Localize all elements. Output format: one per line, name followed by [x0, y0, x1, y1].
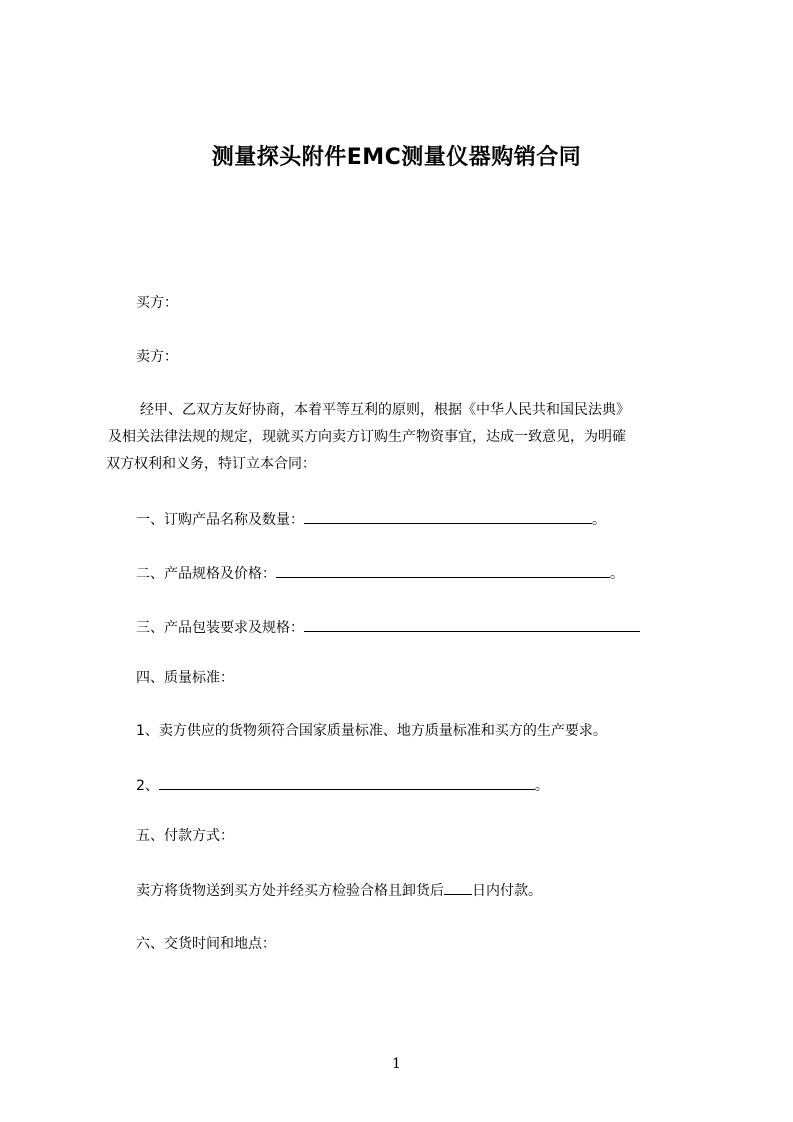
payment-text-a: 卖方将货物送到买方处并经买方检验合格且卸货后: [136, 883, 444, 899]
quality-item-2-blank: [159, 774, 535, 790]
section-2-blank: [276, 562, 610, 578]
payment-text: [136, 879, 542, 900]
intro-line-1: 经甲、乙双方友好协商，本着平等互利的原则，根据《中华人民共和国民法典》: [140, 402, 630, 418]
section-2-end: 。: [610, 566, 624, 582]
section-2-label: 二、产品规格及价格：: [136, 566, 276, 582]
payment-days-blank: [444, 879, 472, 895]
section-1-end: 。: [592, 512, 606, 528]
section-1: [136, 508, 606, 529]
section-5-label: 五、付款方式：: [136, 828, 234, 844]
section-3-blank: [304, 616, 640, 632]
section-1-label: 一、订购产品名称及数量：: [136, 512, 304, 528]
section-4-label: 四、质量标准：: [136, 670, 234, 686]
intro-paragraph: [106, 397, 696, 478]
quality-item-2-end: 。: [534, 778, 549, 794]
document-title: 测量探头附件EMC测量仪器购销合同: [211, 145, 582, 170]
section-3-label: 三、产品包装要求及规格：: [136, 620, 304, 636]
intro-line-3: 双方权利和义务，特订立本合同：: [106, 456, 316, 472]
section-2: [136, 562, 624, 583]
quality-item-2-label: 2、: [136, 778, 159, 794]
section-6-label: 六、交货时间和地点：: [136, 936, 276, 952]
payment-text-b: 日内付款。: [472, 883, 542, 899]
page-number: 1: [392, 1056, 401, 1072]
quality-item-2: [136, 774, 549, 795]
quality-item-1: 1、卖方供应的货物须符合国家质量标准、地方质量标准和买方的生产要求。: [136, 723, 607, 739]
section-1-blank: [304, 508, 592, 524]
seller-label: 卖方：: [136, 349, 178, 365]
buyer-label: 买方：: [136, 295, 178, 311]
section-3: [136, 616, 640, 637]
intro-line-2: 及相关法律法规的规定，现就买方向卖方订购生产物资事宜，达成一致意见，为明確: [108, 429, 626, 445]
